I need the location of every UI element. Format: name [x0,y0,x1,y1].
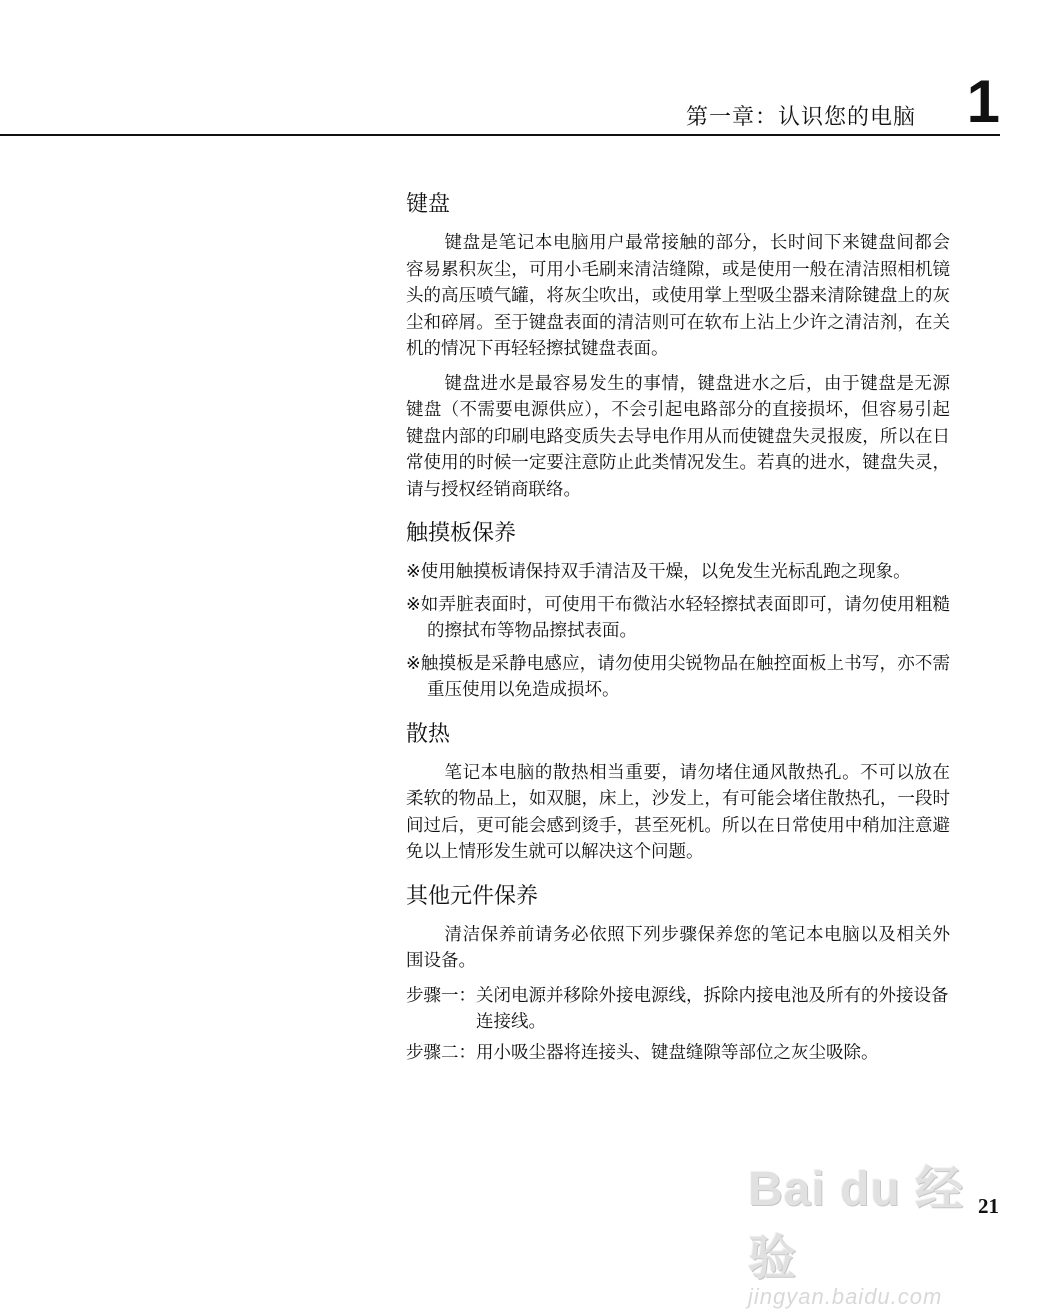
chapter-header [0,68,1000,136]
chapter-title: 第一章：认识您的电脑 [685,105,916,130]
section-cooling [406,720,950,866]
step-item [406,1040,950,1067]
section-keyboard [406,190,950,503]
bullet-item: ※使用触摸板请保持双手清洁及干燥，以免发生光标乱跑之现象。 [406,562,911,582]
paragraph: 键盘是笔记本电脑用户最常接触的部分，长时间下来键盘间都会容易累积灰尘，可用小毛刷来清洁缝隙，或是使用一般在清洁照相机镜头的高压喷气罐，将灰尘吹出，或使用掌上型吸尘器来清除键盘上的灰尘和碎屑。至于键盘表面的清洁则可在软布上沾上少许之清洁剂，在关机的情况下再轻轻擦拭键盘表面。 [406,233,950,359]
step-item [406,983,950,1036]
watermark-logo: Bai du 经验 [748,1163,965,1285]
bullet-item: ※触摸板是采静电感应，请勿使用尖锐物品在触控面板上书写，亦不需重压使用以免造成损坏。 [406,653,950,700]
section-touchpad [406,519,950,704]
section-heading: 键盘 [406,192,451,217]
baidu-watermark [748,1150,998,1309]
main-content [406,190,950,1082]
section-other-components [406,882,950,1067]
page-number: 21 [978,1194,999,1218]
section-heading: 散热 [406,721,451,747]
watermark-url: jingyan.baidu.com [748,1284,943,1309]
paragraph: 键盘进水是最容易发生的事情，键盘进水之后，由于键盘是无源键盘（不需要电源供应），不会引起电路部分的直接损坏，但容易引起键盘内部的印刷电路变质失去导电作用从而使键盘失灵报废，所以在日常使用的时候一定要注意防止此类情况发生。若真的进水，键盘失灵，请与授权经销商联络。 [406,373,950,500]
section-heading: 其他元件保养 [406,883,539,909]
paragraph: 笔记本电脑的散热相当重要，请勿堵住通风散热孔。不可以放在柔软的物品上，如双腿，床上，沙发上，有可能会堵住散热孔，一段时间过后，更可能会感到烫手，甚至死机。所以在日常使用中稍加注意避免以上情形发生就可以解决这个问题。 [406,762,950,862]
section-heading: 触摸板保养 [406,521,517,546]
step-label: 步骤二： [406,1042,476,1063]
paragraph: 清洁保养前请务必依照下列步骤保养您的笔记本电脑以及相关外围设备。 [406,924,950,971]
step-text: 用小吸尘器将连接头、键盘缝隙等部位之灰尘吸除。 [476,1042,879,1063]
step-text: 关闭电源并移除外接电源线，拆除内接电池及所有的外接设备连接线。 [476,985,949,1032]
step-label: 步骤一： [406,985,476,1006]
chapter-number: 1 [966,68,1000,135]
bullet-item: ※如弄脏表面时，可使用干布微沾水轻轻擦拭表面即可，请勿使用粗糙的擦拭布等物品擦拭表面。 [406,594,950,641]
